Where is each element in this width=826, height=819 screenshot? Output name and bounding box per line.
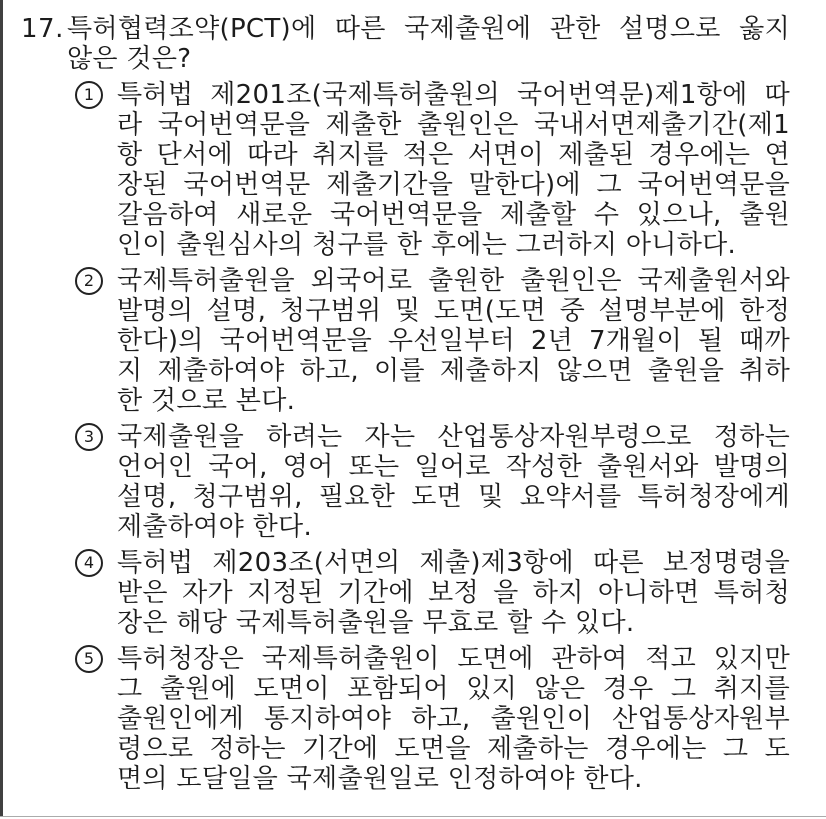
- question-line: 않은 것은?: [67, 44, 192, 74]
- option-2-marker-col: [75, 266, 117, 416]
- option-line: 국제출원을 하려는 자는 산업통상자원부령으로 정하는: [117, 422, 790, 452]
- page-bottom-rule: [0, 816, 826, 817]
- option-line: 한다)의 국어번역문을 우선일부터 2년 7개월이 될 때까: [117, 326, 790, 356]
- option-line: 특허법 제201조(국제특허출원의 국어번역문)제1항에 따: [117, 80, 790, 110]
- circled-number-4-icon: 4: [75, 549, 103, 577]
- option-line: 지 제출하여야 하고, 이를 제출하지 않으면 출원을 취하: [117, 356, 790, 386]
- option-line: 라 국어번역문을 제출한 출원인은 국내서면제출기간(제1: [117, 110, 790, 140]
- question-number: 17.: [21, 14, 64, 44]
- option-4: [75, 548, 826, 638]
- circled-number-5-icon: 5: [75, 645, 103, 673]
- option-line: 특허청장은 국제특허출원이 도면에 관하여 적고 있지만: [117, 644, 790, 674]
- option-3-text: [117, 422, 790, 542]
- option-2-text: [117, 266, 790, 416]
- circled-number-3-icon: 3: [75, 423, 103, 451]
- option-line: 제출하여야 한다.: [117, 512, 313, 542]
- option-1: [75, 80, 826, 260]
- option-3: [75, 422, 826, 542]
- option-4-text: [117, 548, 790, 638]
- question-line: 특허협력조약(PCT)에 따른 국제출원에 관한 설명으로 옳지: [67, 14, 790, 44]
- option-line: 언어인 국어, 영어 또는 일어로 작성한 출원서와 발명의: [117, 452, 790, 482]
- question-block: [0, 14, 826, 794]
- option-line: 받은 자가 지정된 기간에 보정 을 하지 아니하면 특허청: [117, 578, 790, 608]
- option-2: [75, 266, 826, 416]
- option-line: 그 출원에 도면이 포함되어 있지 않은 경우 그 취지를: [117, 674, 790, 704]
- option-line: 출원인에게 통지하여야 하고, 출원인이 산업통상자원부: [117, 704, 790, 734]
- option-line: 국제특허출원을 외국어로 출원한 출원인은 국제출원서와: [117, 266, 790, 296]
- circled-number-1-icon: 1: [75, 81, 103, 109]
- option-line: 갈음하여 새로운 국어번역문을 제출할 수 있으나, 출원: [117, 200, 790, 230]
- option-line: 한 것으로 본다.: [117, 386, 296, 416]
- option-line: 발명의 설명, 청구범위 및 도면(도면 중 설명부분에 한정: [117, 296, 790, 326]
- option-5: [75, 644, 826, 794]
- circled-number-2-icon: 2: [75, 267, 103, 295]
- option-line: 인이 출원심사의 청구를 한 후에는 그러하지 아니하다.: [117, 230, 737, 260]
- option-5-marker-col: [75, 644, 117, 794]
- option-5-text: [117, 644, 790, 794]
- question-17: [21, 14, 826, 74]
- option-4-marker-col: [75, 548, 117, 638]
- question-text: [67, 14, 790, 74]
- option-line: 면의 도달일을 국제출원일로 인정하여야 한다.: [117, 764, 643, 794]
- option-line: 장된 국어번역문 제출기간을 말한다)에 그 국어번역문을: [117, 170, 790, 200]
- option-line: 항 단서에 따라 취지를 적은 서면이 제출된 경우에는 연: [117, 140, 790, 170]
- option-line: 특허법 제203조(서면의 제출)제3항에 따른 보정명령을: [117, 548, 790, 578]
- option-line: 장은 해당 국제특허출원을 무효로 할 수 있다.: [117, 608, 635, 638]
- option-3-marker-col: [75, 422, 117, 542]
- option-line: 령으로 정하는 기간에 도면을 제출하는 경우에는 그 도: [117, 734, 790, 764]
- option-1-marker-col: [75, 80, 117, 260]
- option-line: 설명, 청구범위, 필요한 도면 및 요약서를 특허청장에게: [117, 482, 790, 512]
- option-1-text: [117, 80, 790, 260]
